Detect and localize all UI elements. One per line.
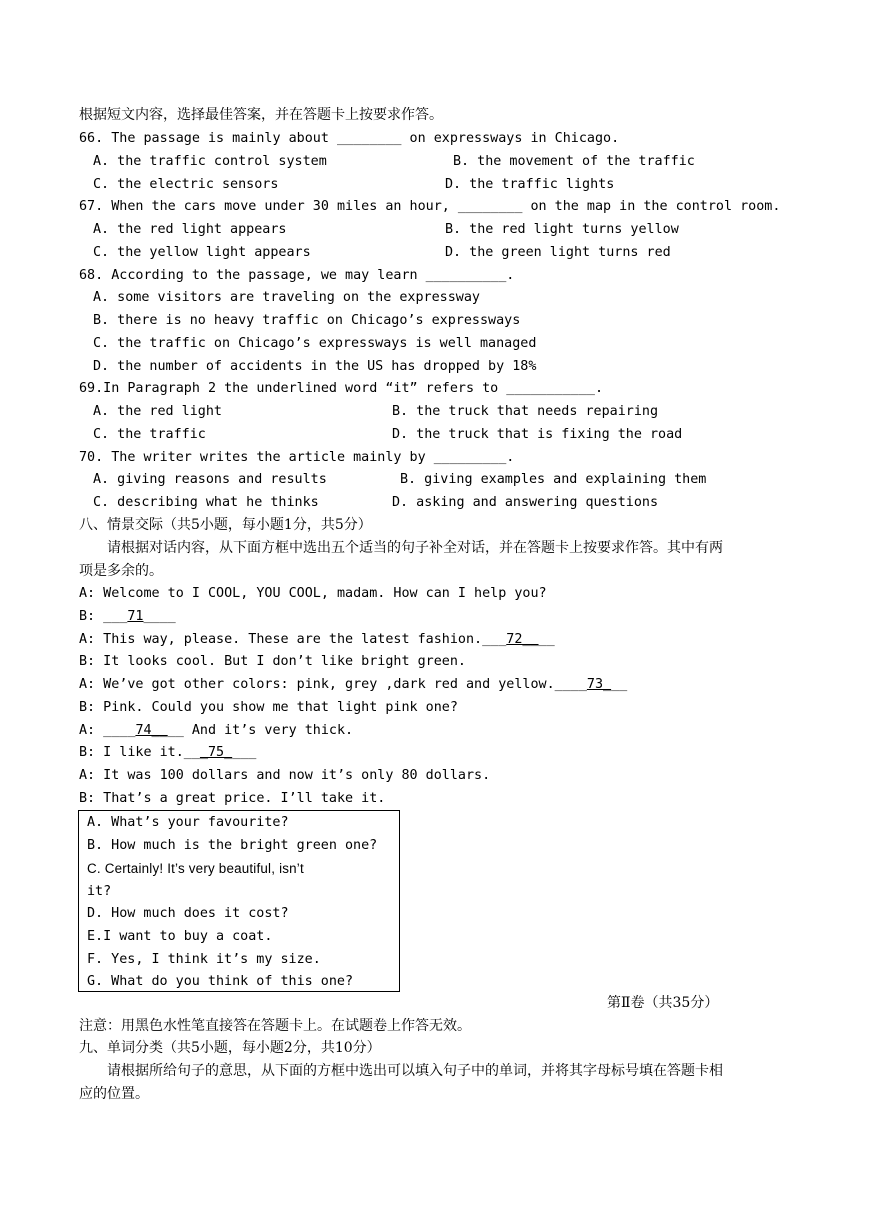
dialogue-line: A: Welcome to I COOL, YOU COOL, madam. How can I help you? (79, 586, 547, 601)
q70-option-d[interactable]: D. asking and answering questions (392, 495, 659, 510)
q66-option-d[interactable]: D. the traffic lights (445, 177, 615, 192)
choices-box (78, 810, 400, 992)
dialogue-line: A: ____74____ And it’s very thick. (79, 723, 354, 738)
dialogue-line: B: I like it.___75____ (79, 745, 257, 760)
section-9-instruction-line-1: 请根据所给句子的意思，从下面的方框中选出可以填入句子中的单词，并将其字母标号填在答题卡相 (107, 1063, 723, 1079)
question-69-stem: 69.In Paragraph 2 the underlined word “it” refers to ___________. (79, 381, 604, 396)
question-66-stem: 66. The passage is mainly about ________ on expressways in Chicago. (79, 131, 620, 146)
blank-75[interactable]: _75_ (199, 745, 233, 760)
dialogue-line: A: It was 100 dollars and now it’s only 80 dollars. (79, 768, 491, 783)
dialogue-line: B: It looks cool. But I don’t like bright green. (79, 654, 466, 669)
question-67-stem: 67. When the cars move under 30 miles an hour, ________ on the map in the control room. (79, 199, 781, 214)
q69-option-d[interactable]: D. the truck that is fixing the road (392, 427, 683, 442)
q67-option-d[interactable]: D. the green light turns red (445, 245, 671, 260)
choice-e: E.I want to buy a coat. (87, 929, 273, 944)
reading-instruction: 根据短文内容，选择最佳答案，并在答题卡上按要求作答。 (79, 107, 443, 123)
q68-option-c[interactable]: C. the traffic on Chicago’s expressways is well managed (93, 336, 537, 351)
blank-72[interactable]: 72__ (506, 632, 539, 647)
q67-option-a[interactable]: A. the red light appears (93, 222, 287, 237)
q66-option-b[interactable]: B. the movement of the traffic (453, 154, 695, 169)
q70-option-b[interactable]: B. giving examples and explaining them (400, 472, 707, 487)
choice-g: G. What do you think of this one? (87, 974, 354, 989)
part-2-note: 注意：用黑色水性笔直接答在答题卡上。在试题卷上作答无效。 (79, 1018, 471, 1034)
q70-option-c[interactable]: C. describing what he thinks (93, 495, 319, 510)
choice-a: A. What’s your favourite? (87, 815, 289, 830)
question-68-stem: 68. According to the passage, we may learn __________. (79, 268, 515, 283)
q66-option-a[interactable]: A. the traffic control system (93, 154, 327, 169)
choice-d: D. How much does it cost? (87, 906, 289, 921)
blank-71[interactable]: 71 (127, 609, 144, 624)
q67-option-b[interactable]: B. the red light turns yellow (445, 222, 679, 237)
choice-c-continued: it? (87, 884, 112, 899)
dialogue-line: A: We’ve got other colors: pink, grey ,dark red and yellow.____73___ (79, 677, 628, 692)
q68-option-a[interactable]: A. some visitors are traveling on the expressway (93, 290, 480, 305)
section-8-heading: 八、情景交际（共5小题，每小题1分，共5分） (79, 517, 372, 533)
section-8-instruction-line-1: 请根据对话内容，从下面方框中选出五个适当的句子补全对话，并在答题卡上按要求作答。其中有两 (107, 540, 723, 556)
q68-option-b[interactable]: B. there is no heavy traffic on Chicago’s expressways (93, 313, 521, 328)
dialogue-line: B: ___71____ (79, 609, 176, 624)
section-8-instruction-line-2: 项是多余的。 (79, 563, 163, 579)
section-9-instruction-line-2: 应的位置。 (79, 1086, 149, 1102)
q69-option-b[interactable]: B. the truck that needs repairing (392, 404, 659, 419)
choice-f: F. Yes, I think it’s my size. (87, 952, 321, 967)
q69-option-a[interactable]: A. the red light (93, 404, 222, 419)
blank-74[interactable]: 74__ (135, 723, 168, 738)
choice-c: C. Certainly! It’s very beautiful, isn’t (87, 861, 304, 876)
part-2-title: 第Ⅱ卷（共35分） (607, 995, 719, 1011)
section-9-heading: 九、单词分类（共5小题，每小题2分，共10分） (79, 1040, 381, 1056)
q69-option-c[interactable]: C. the traffic (93, 427, 206, 442)
question-70-stem: 70. The writer writes the article mainly by _________. (79, 450, 515, 465)
dialogue-line: B: That’s a great price. I’ll take it. (79, 791, 386, 806)
q67-option-c[interactable]: C. the yellow light appears (93, 245, 311, 260)
q68-option-d[interactable]: D. the number of accidents in the US has dropped by 18% (93, 359, 537, 374)
dialogue-line: A: This way, please. These are the latest fashion.___72____ (79, 632, 555, 647)
choice-b: B. How much is the bright green one? (87, 838, 378, 853)
q70-option-a[interactable]: A. giving reasons and results (93, 472, 327, 487)
q66-option-c[interactable]: C. the electric sensors (93, 177, 279, 192)
dialogue-line: B: Pink. Could you show me that light pink one? (79, 700, 458, 715)
blank-73[interactable]: 73_ (586, 677, 612, 692)
